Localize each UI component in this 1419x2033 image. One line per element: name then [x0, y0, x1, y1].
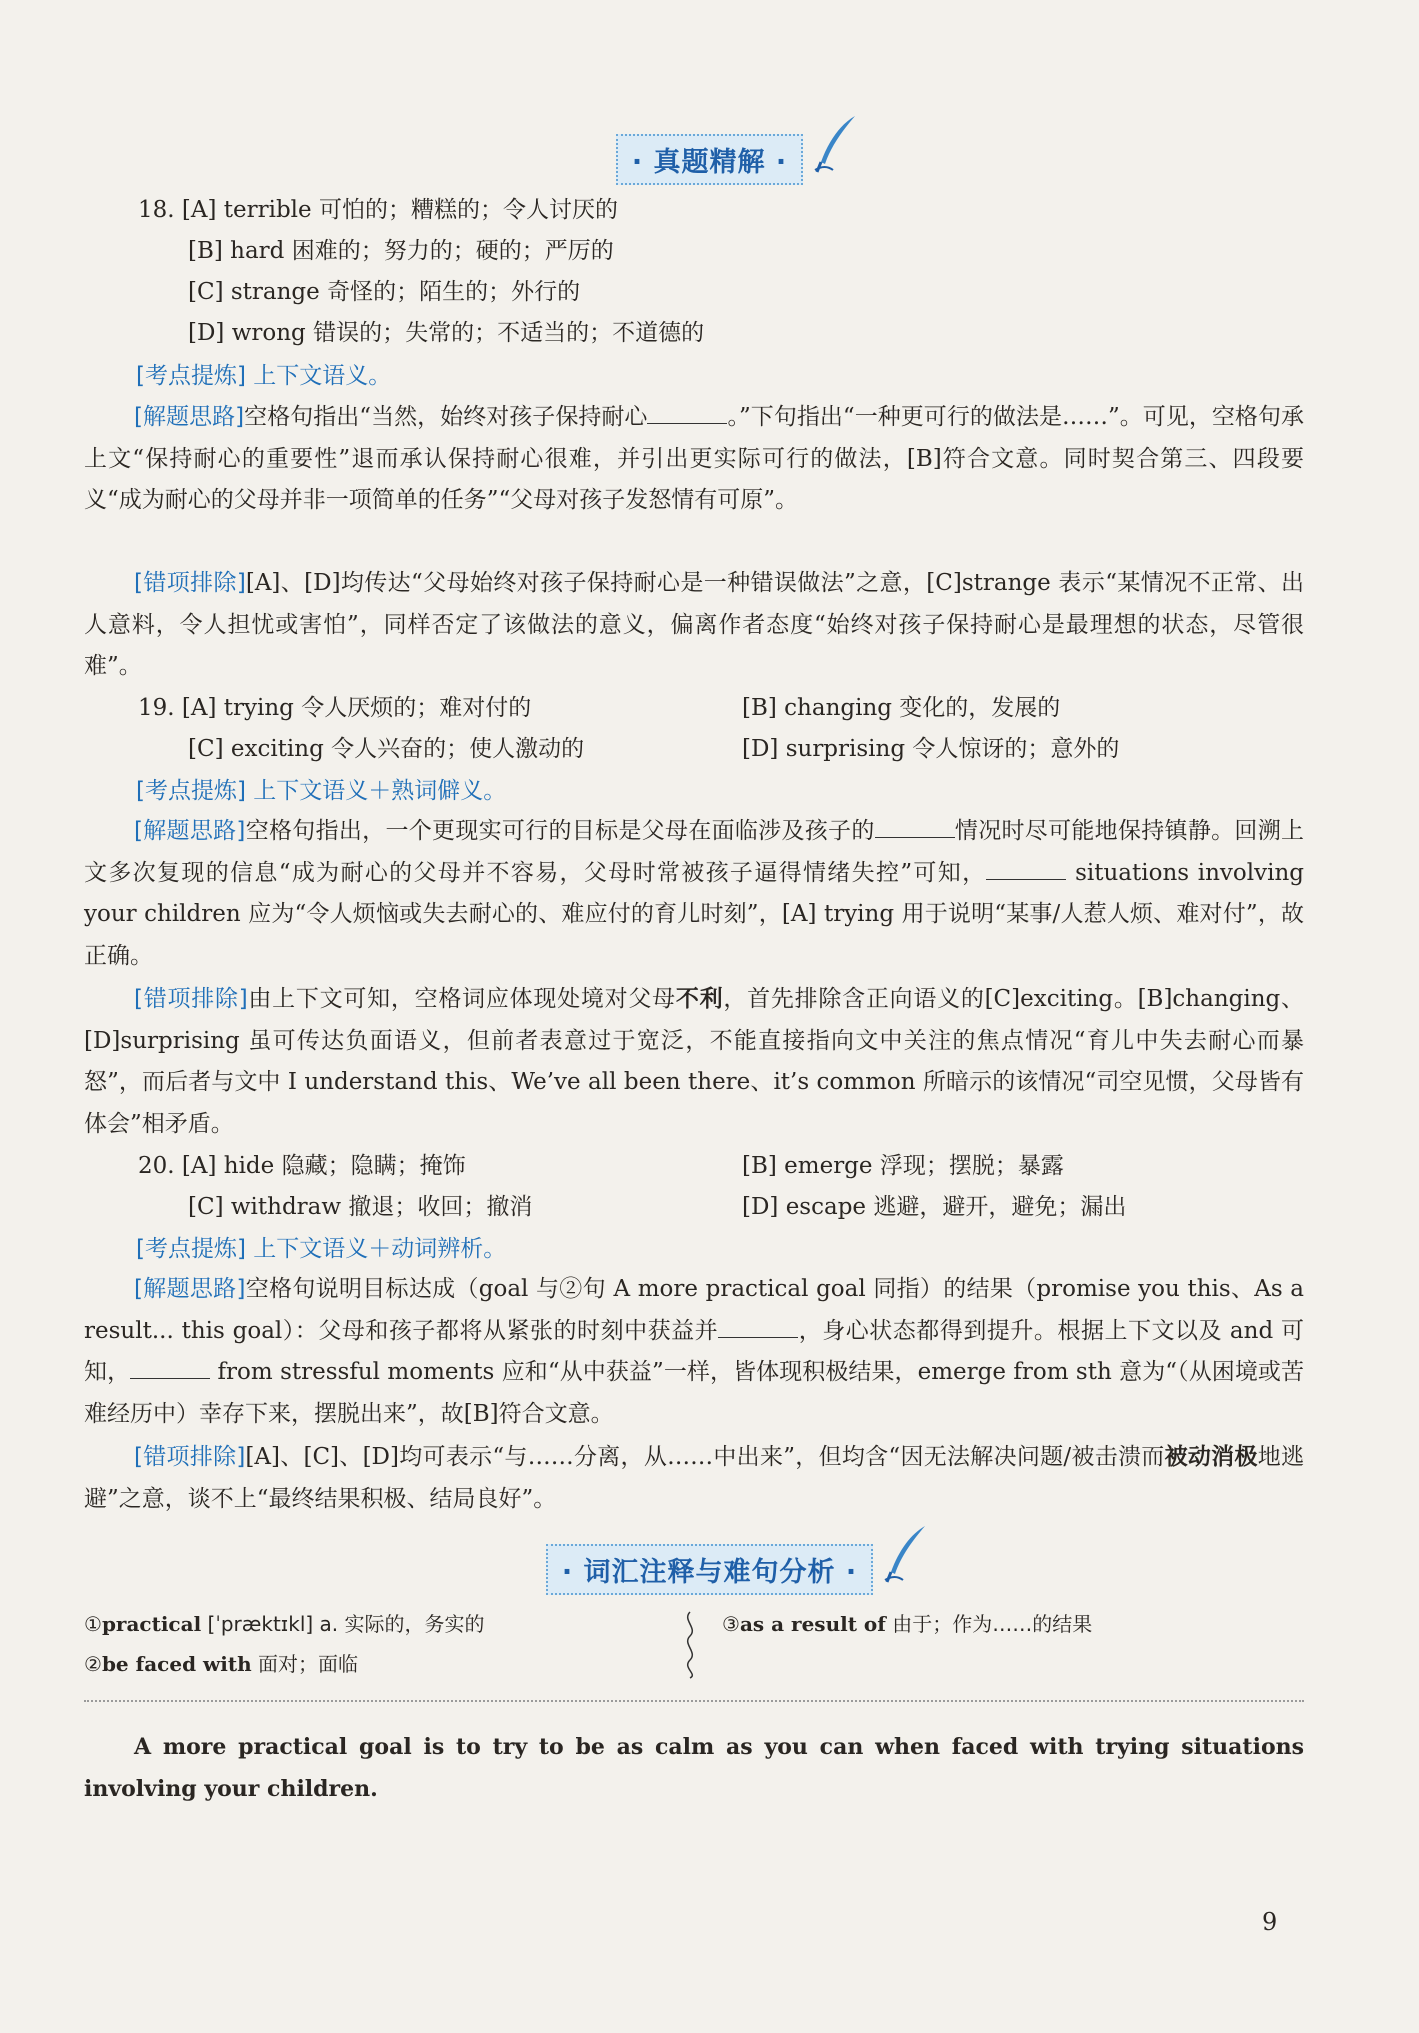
- q20-option-a: [138, 1146, 466, 1186]
- vocab-1-word: practical: [101, 1612, 202, 1636]
- q19-jieti-text-b: 情况时尽可能地保持镇静。回溯上文多次复现的信息“成为耐心的父母并不容易，父母时常被孩子逼得情绪失控”可知，: [84, 818, 1305, 886]
- section-title-zhenti: [0, 134, 1419, 185]
- quill-icon: [881, 1524, 929, 1584]
- q18-jieti-text-a: 空格句指出“当然，始终对孩子保持耐心: [244, 404, 648, 430]
- vocab-item-2: [84, 1646, 358, 1682]
- vocab-2-def: 面对；面临: [251, 1652, 358, 1676]
- q18-option-d: [D] wrong 错误的；失常的；不适当的；不道德的: [188, 320, 705, 346]
- q20-option-a-text: [A] hide 隐藏；隐瞒；掩饰: [181, 1153, 466, 1179]
- q20-kaodian-tag: [考点提炼]: [136, 1236, 246, 1262]
- section-title-vocab-text: · 词汇注释与难句分析 ·: [561, 1557, 858, 1588]
- q18-option-a-text: [A] terrible 可怕的；糟糕的；令人讨厌的: [181, 197, 618, 223]
- q19-jieti: [84, 811, 1304, 977]
- q20-number: 20.: [138, 1153, 175, 1179]
- vocab-2-word: be faced with: [101, 1652, 252, 1676]
- q20-jieti-text-a: 空格句说明目标达成（goal 与②句 A more practical goal 同指）的结果（promise you this、As a result... this goal）：父母和孩子都将从紧张的时刻中获益并: [84, 1276, 1304, 1344]
- q19-cuoxiang-text-a: 由上下文可知，空格词应体现处境对父母: [247, 986, 676, 1012]
- q18-cuoxiang: [84, 563, 1304, 688]
- q18-kaodian-tag: [考点提炼]: [136, 363, 246, 389]
- q19-kaodian-text: 上下文语义＋熟词僻义。: [253, 778, 507, 804]
- q19-blank-2: [986, 857, 1066, 880]
- vocab-1-num: ①: [84, 1612, 102, 1636]
- q20-jieti-tag: [解题思路]: [134, 1276, 246, 1302]
- q19-blank-1: [875, 815, 955, 838]
- q18-cuoxiang-tag: [错项排除]: [134, 570, 246, 596]
- q19-option-a-text: [A] trying 令人厌烦的；难对付的: [181, 695, 532, 721]
- vocab-item-3: [722, 1606, 1092, 1642]
- q20-blank-1: [718, 1315, 798, 1338]
- q20-cuoxiang: [84, 1436, 1304, 1520]
- q18-option-c: [C] strange 奇怪的；陌生的；外行的: [188, 279, 581, 305]
- squiggle-divider: [680, 1610, 700, 1680]
- q20-option-b: [B] emerge 浮现；摆脱；暴露: [742, 1153, 1064, 1179]
- q20-blank-2: [130, 1356, 210, 1379]
- q20-kaodian: [136, 1229, 506, 1269]
- q19-option-c: [C] exciting 令人兴奋的；使人激动的: [188, 736, 585, 762]
- q20-kaodian-text: 上下文语义＋动词辨析。: [253, 1236, 507, 1262]
- q18-option-b: [B] hard 困难的；努力的；硬的；严厉的: [188, 238, 614, 264]
- q18-kaodian: [136, 356, 391, 396]
- q19-kaodian: [136, 771, 506, 811]
- vocab-3-word: as a result of: [739, 1612, 886, 1636]
- q18-kaodian-text: 上下文语义。: [253, 363, 392, 389]
- section-title-vocab-box: [546, 1544, 873, 1595]
- vocab-3-num: ③: [722, 1612, 740, 1636]
- q20-cuoxiang-bold: 被动消极: [1164, 1443, 1258, 1470]
- q18-jieti-text-b: 。”下句指出“一种更可行的做法是……”。可见，空格句承上文“保持耐心的重要性”退而承认保持耐心很难，并引出更实际可行的做法，[B]符合文意。同时契合第三、四段要义“成为耐心的父母并非一项简单的任务”“父母对孩子发怒情有可原”。: [84, 404, 1304, 513]
- q20-cuoxiang-text-b: 地逃避”之意，谈不上“最终结果积极、结局良好”。: [84, 1444, 1305, 1512]
- difficult-sentence: A more practical goal is to try to be as calm as you can when faced with trying situations involving your children.: [84, 1734, 1304, 1802]
- q19-jieti-text-a: 空格句指出，一个更现实可行的目标是父母在面临涉及孩子的: [245, 818, 875, 844]
- q20-jieti-text-c: from stressful moments 应和“从中获益”一样，皆体现积极结果，emerge from sth 意为“（从困境或苦难经历中）幸存下来，摆脱出来”，故[B]符合文意。: [84, 1359, 1304, 1427]
- q19-kaodian-tag: [考点提炼]: [136, 778, 246, 804]
- page-number: 9: [1262, 1908, 1278, 1936]
- q18-cuoxiang-text: [A]、[D]均传达“父母始终对孩子保持耐心是一种错误做法”之意，[C]strange 表示“某情况不正常、出人意料，令人担忧或害怕”，同样否定了该做法的意义，偏离作者态度“始终对孩子保持耐心是最理想的状态，尽管很难”。: [84, 570, 1304, 679]
- q18-jieti: [84, 397, 1304, 522]
- q18-option-a: [138, 190, 618, 230]
- dotted-divider: [84, 1700, 1304, 1702]
- q20-option-d: [D] escape 逃避，避开，避免；漏出: [742, 1194, 1127, 1220]
- q19-cuoxiang: [84, 978, 1304, 1145]
- q20-jieti: [84, 1269, 1304, 1435]
- q20-option-c: [C] withdraw 撤退；收回；撤消: [188, 1194, 533, 1220]
- section-title-box: [616, 134, 803, 185]
- vocab-1-def: [ˈpræktɪkl] a. 实际的，务实的: [201, 1612, 485, 1636]
- q20-jieti-text-b: ，身心状态都得到提升。根据上下文以及 and 可知，: [84, 1317, 1304, 1385]
- q18-number: 18.: [138, 197, 175, 223]
- q18-blank: [647, 401, 727, 424]
- q19-cuoxiang-tag: [错项排除]: [134, 986, 248, 1012]
- q20-cuoxiang-text-a: [A]、[C]、[D]均可表示“与……分离，从……中出来”，但均含“因无法解决问题/被击溃而: [245, 1444, 1165, 1470]
- vocab-3-def: 由于；作为……的结果: [885, 1612, 1093, 1636]
- q19-option-d: [D] surprising 令人惊讶的；意外的: [742, 736, 1120, 762]
- q19-cuoxiang-bold: 不利: [675, 985, 724, 1012]
- q19-jieti-text-c: situations involving your children 应为“令人烦恼或失去耐心的、难应付的育儿时刻”，[A] trying 用于说明“某事/人惹人烦、难对付”，故正确。: [84, 859, 1304, 969]
- q20-cuoxiang-tag: [错项排除]: [134, 1444, 246, 1470]
- q19-option-b: [B] changing 变化的，发展的: [742, 695, 1061, 721]
- quill-icon: [811, 114, 859, 174]
- vocab-item-1: [84, 1606, 485, 1642]
- q18-jieti-tag: [解题思路]: [134, 404, 245, 430]
- q19-cuoxiang-text-b: ，首先排除含正向语义的[C]exciting。[B]changing、[D]surprising 虽可传达负面语义，但前者表意过于宽泛，不能直接指向文中关注的焦点情况“育儿中失去耐心而暴怒”，而后者与文中 I understand this、We’ve all been there、it’s common 所暗示的该情况“司空见惯，父母皆有体会”相矛盾。: [84, 986, 1305, 1137]
- q19-jieti-tag: [解题思路]: [134, 818, 246, 844]
- q19-option-a: [138, 688, 531, 728]
- q19-number: 19.: [138, 695, 175, 721]
- section-title-text: · 真题精解 ·: [631, 147, 788, 178]
- vocab-2-num: ②: [84, 1652, 102, 1676]
- section-title-vocab: [0, 1544, 1419, 1595]
